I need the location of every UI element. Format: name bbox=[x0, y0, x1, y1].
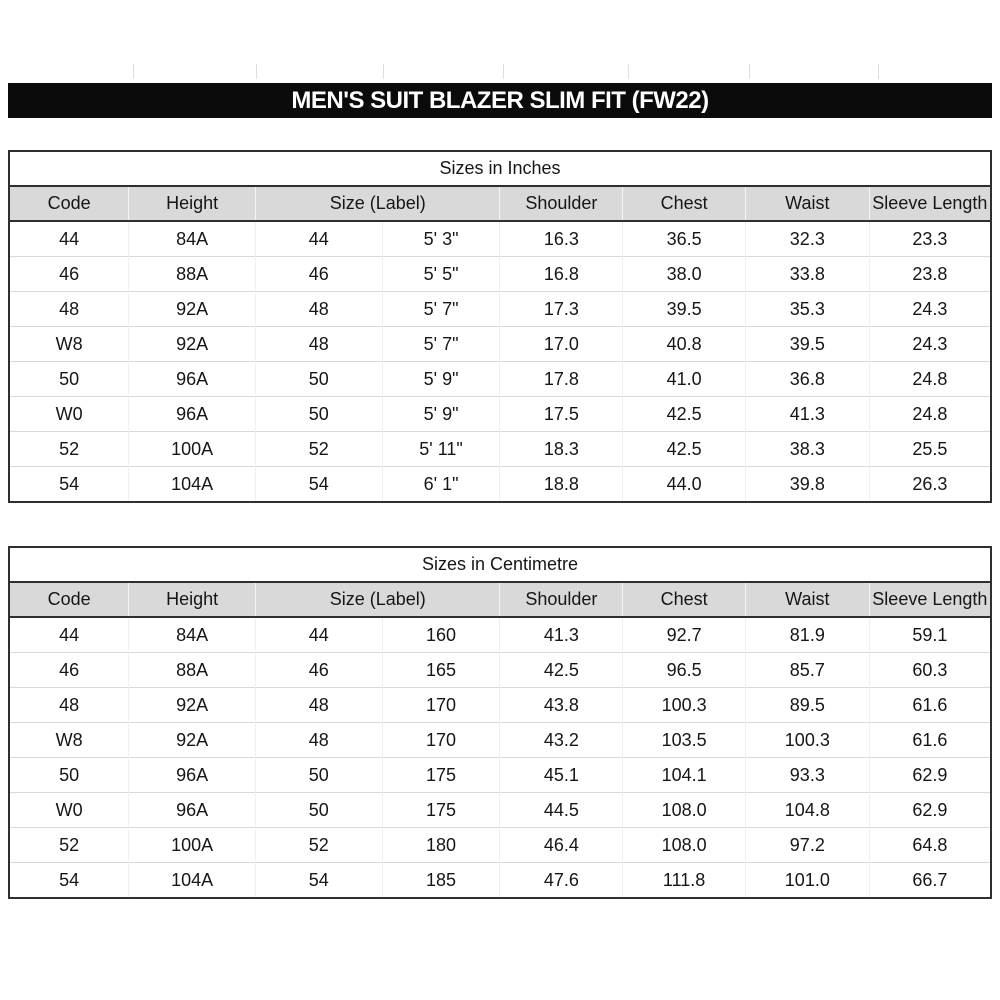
table-cell: 39.5 bbox=[623, 292, 746, 327]
table-cell: 48 bbox=[255, 688, 382, 723]
table-cell: 104A bbox=[129, 863, 256, 899]
table-cell: 41.3 bbox=[500, 617, 623, 653]
table-cell: 96A bbox=[129, 758, 256, 793]
column-header-chest: Chest bbox=[623, 582, 746, 617]
table-cell: 84A bbox=[129, 221, 256, 257]
table-cell: W8 bbox=[9, 327, 129, 362]
table-cell: 18.3 bbox=[500, 432, 623, 467]
table-cell: 41.3 bbox=[745, 397, 869, 432]
table-cell: 48 bbox=[255, 327, 382, 362]
table-cell: 170 bbox=[382, 688, 500, 723]
table-cell: 92A bbox=[129, 292, 256, 327]
table-cell: 104.1 bbox=[623, 758, 746, 793]
table-cell: 180 bbox=[382, 828, 500, 863]
table-cell: 100A bbox=[129, 432, 256, 467]
table-cell: 45.1 bbox=[500, 758, 623, 793]
table-cell: 38.3 bbox=[745, 432, 869, 467]
table-row bbox=[9, 653, 991, 688]
inches-table-body bbox=[9, 221, 991, 502]
column-header-waist: Waist bbox=[745, 186, 869, 221]
table-cell: 44 bbox=[59, 228, 80, 249]
table-cell: 84A bbox=[129, 617, 256, 653]
column-header-height: Height bbox=[129, 186, 256, 221]
table-row bbox=[9, 688, 991, 723]
table-cell: 175 bbox=[382, 758, 500, 793]
table-cell: 5' 7" bbox=[382, 327, 500, 362]
table-cell: 54 bbox=[255, 467, 382, 503]
column-header-code: Code bbox=[9, 186, 129, 221]
column-header-size-label: Size (Label) bbox=[255, 186, 500, 221]
table-cell: 165 bbox=[382, 653, 500, 688]
table-cell: 16.8 bbox=[500, 257, 623, 292]
table-cell: 96A bbox=[129, 362, 256, 397]
column-header-size-label: Size (Label) bbox=[255, 582, 500, 617]
gridline-tick bbox=[878, 64, 879, 79]
table-cell: 42.5 bbox=[623, 432, 746, 467]
table-cell: 39.5 bbox=[745, 327, 869, 362]
column-header-sleeve-length: Sleeve Length bbox=[869, 582, 991, 617]
table-cell: 17.3 bbox=[500, 292, 623, 327]
table-cell: 44 bbox=[59, 624, 80, 645]
table-cell: 50 bbox=[255, 397, 382, 432]
table-row bbox=[9, 793, 991, 828]
table-cell: 50 bbox=[9, 758, 129, 793]
column-header-code: Code bbox=[9, 582, 129, 617]
table-cell: 96A bbox=[129, 793, 256, 828]
table-header-row bbox=[9, 186, 991, 221]
table-cell: 50 bbox=[255, 758, 382, 793]
table-cell: 92A bbox=[129, 723, 256, 758]
gridline-tick bbox=[133, 64, 134, 79]
table-cell: 5' 5" bbox=[382, 257, 500, 292]
table-cell: 5' 11" bbox=[382, 432, 500, 467]
table-cell: W0 bbox=[9, 793, 129, 828]
table-cell: 24.3 bbox=[869, 327, 991, 362]
table-row bbox=[9, 758, 991, 793]
table-cell: 89.5 bbox=[745, 688, 869, 723]
table-cell: 170 bbox=[382, 723, 500, 758]
table-cell: 25.5 bbox=[869, 432, 991, 467]
table-cell: 18.8 bbox=[500, 467, 623, 503]
table-cell: 44.5 bbox=[500, 793, 623, 828]
table-cell: 48 bbox=[255, 292, 382, 327]
table-row bbox=[9, 617, 991, 653]
table-cell: 36.8 bbox=[745, 362, 869, 397]
table-cell: 92.7 bbox=[623, 617, 746, 653]
table-cell: 85.7 bbox=[745, 653, 869, 688]
table-cell: 97.2 bbox=[745, 828, 869, 863]
table-cell: W0 bbox=[9, 397, 129, 432]
table-cell: 50 bbox=[255, 793, 382, 828]
table-cell: 92A bbox=[129, 688, 256, 723]
column-header-sleeve-length: Sleeve Length bbox=[869, 186, 991, 221]
table-cell: 185 bbox=[382, 863, 500, 899]
table-cell: 175 bbox=[382, 793, 500, 828]
table-cell: 61.6 bbox=[869, 723, 991, 758]
table-row bbox=[9, 292, 991, 327]
table-cell: 104.8 bbox=[745, 793, 869, 828]
table-cell: 88A bbox=[129, 257, 256, 292]
gridline-tick bbox=[503, 64, 504, 79]
table-cell: 62.9 bbox=[869, 793, 991, 828]
table-cell: 96.5 bbox=[623, 653, 746, 688]
table-cell: 41.0 bbox=[623, 362, 746, 397]
table-cell: 66.7 bbox=[869, 863, 991, 899]
table-cell: 46 bbox=[9, 257, 129, 292]
table-cell: 17.5 bbox=[500, 397, 623, 432]
table-cell: 101.0 bbox=[745, 863, 869, 899]
table-header-row bbox=[9, 582, 991, 617]
table-cell: 43.8 bbox=[500, 688, 623, 723]
table-cell: 52 bbox=[9, 432, 129, 467]
table-cell: 44.0 bbox=[623, 467, 746, 503]
table-cell: 5' 9" bbox=[382, 362, 500, 397]
table-row bbox=[9, 362, 991, 397]
column-header-chest: Chest bbox=[623, 186, 746, 221]
table-title-row bbox=[9, 151, 991, 186]
table-row bbox=[9, 221, 991, 257]
table-cell: 111.8 bbox=[623, 863, 746, 899]
table-cell: 54 bbox=[9, 467, 129, 503]
table-row bbox=[9, 828, 991, 863]
table-title-row bbox=[9, 547, 991, 582]
table-cell: 33.8 bbox=[745, 257, 869, 292]
table-cell: W8 bbox=[9, 723, 129, 758]
table-cell: 23.8 bbox=[869, 257, 991, 292]
table-cell: 35.3 bbox=[745, 292, 869, 327]
table-cell: 39.8 bbox=[745, 467, 869, 503]
table-cell: 108.0 bbox=[623, 828, 746, 863]
table-cell: 60.3 bbox=[869, 653, 991, 688]
table-cell: 50 bbox=[255, 362, 382, 397]
table-cell: 48 bbox=[255, 723, 382, 758]
table-cell: 40.8 bbox=[623, 327, 746, 362]
table-cell: 54 bbox=[255, 863, 382, 899]
table-cell: 44 bbox=[255, 617, 382, 653]
table-cell: 42.5 bbox=[623, 397, 746, 432]
table-cell: 47.6 bbox=[500, 863, 623, 899]
table-cell: 36.5 bbox=[623, 221, 746, 257]
table-cell: 5' 9" bbox=[382, 397, 500, 432]
sizes-in-centimetre-table bbox=[8, 546, 992, 899]
table-row bbox=[9, 397, 991, 432]
table-cell: 50 bbox=[9, 362, 129, 397]
table-row bbox=[9, 257, 991, 292]
table-cell: 26.3 bbox=[869, 467, 991, 503]
table-cell: 44 bbox=[255, 221, 382, 257]
table-cell: 5' 3" bbox=[382, 221, 500, 257]
table-cell: 43.2 bbox=[500, 723, 623, 758]
table-cell: 81.9 bbox=[745, 617, 869, 653]
centimetre-table-body bbox=[9, 617, 991, 898]
sizes-in-inches-table bbox=[8, 150, 992, 503]
table-cell: 100A bbox=[129, 828, 256, 863]
table-cell: 48 bbox=[9, 292, 129, 327]
table-cell: 52 bbox=[9, 828, 129, 863]
table-cell: 5' 7" bbox=[382, 292, 500, 327]
product-title: MEN'S SUIT BLAZER SLIM FIT (FW22) bbox=[291, 86, 709, 114]
table-row bbox=[9, 467, 991, 503]
table-cell: 17.0 bbox=[500, 327, 623, 362]
gridline-tick bbox=[749, 64, 750, 79]
table-cell: 24.8 bbox=[869, 397, 991, 432]
table-cell: 24.3 bbox=[869, 292, 991, 327]
column-header-waist: Waist bbox=[745, 582, 869, 617]
table-title: Sizes in Inches bbox=[9, 151, 991, 186]
table-cell: 17.8 bbox=[500, 362, 623, 397]
table-cell: 46 bbox=[9, 653, 129, 688]
gridline-tick bbox=[256, 64, 257, 79]
table-cell: 160 bbox=[382, 617, 500, 653]
table-cell: 6' 1" bbox=[382, 467, 500, 503]
table-cell: 100.3 bbox=[745, 723, 869, 758]
table-cell: 88A bbox=[129, 653, 256, 688]
table-cell: 52 bbox=[255, 432, 382, 467]
column-header-shoulder: Shoulder bbox=[500, 582, 623, 617]
table-cell: 62.9 bbox=[869, 758, 991, 793]
table-cell: 54 bbox=[9, 863, 129, 899]
table-cell: 46 bbox=[255, 653, 382, 688]
column-header-shoulder: Shoulder bbox=[500, 186, 623, 221]
table-row bbox=[9, 327, 991, 362]
table-cell: 24.8 bbox=[869, 362, 991, 397]
table-cell: 100.3 bbox=[623, 688, 746, 723]
table-cell: 38.0 bbox=[623, 257, 746, 292]
table-cell: 104A bbox=[129, 467, 256, 503]
table-cell: 46 bbox=[255, 257, 382, 292]
table-title: Sizes in Centimetre bbox=[9, 547, 991, 582]
table-row bbox=[9, 723, 991, 758]
column-header-height: Height bbox=[129, 582, 256, 617]
table-cell: 23.3 bbox=[869, 221, 991, 257]
table-cell: 52 bbox=[255, 828, 382, 863]
table-cell: 48 bbox=[9, 688, 129, 723]
table-cell: 61.6 bbox=[869, 688, 991, 723]
product-title-banner bbox=[8, 83, 992, 118]
table-cell: 93.3 bbox=[745, 758, 869, 793]
table-cell: 92A bbox=[129, 327, 256, 362]
table-cell: 64.8 bbox=[869, 828, 991, 863]
table-cell: 59.1 bbox=[869, 617, 991, 653]
table-cell: 96A bbox=[129, 397, 256, 432]
table-cell: 103.5 bbox=[623, 723, 746, 758]
table-cell: 16.3 bbox=[500, 221, 623, 257]
gridline-tick bbox=[383, 64, 384, 79]
table-cell: 32.3 bbox=[745, 221, 869, 257]
table-row bbox=[9, 432, 991, 467]
table-cell: 46.4 bbox=[500, 828, 623, 863]
table-cell: 108.0 bbox=[623, 793, 746, 828]
gridline-tick bbox=[628, 64, 629, 79]
table-row bbox=[9, 863, 991, 899]
table-cell: 42.5 bbox=[500, 653, 623, 688]
